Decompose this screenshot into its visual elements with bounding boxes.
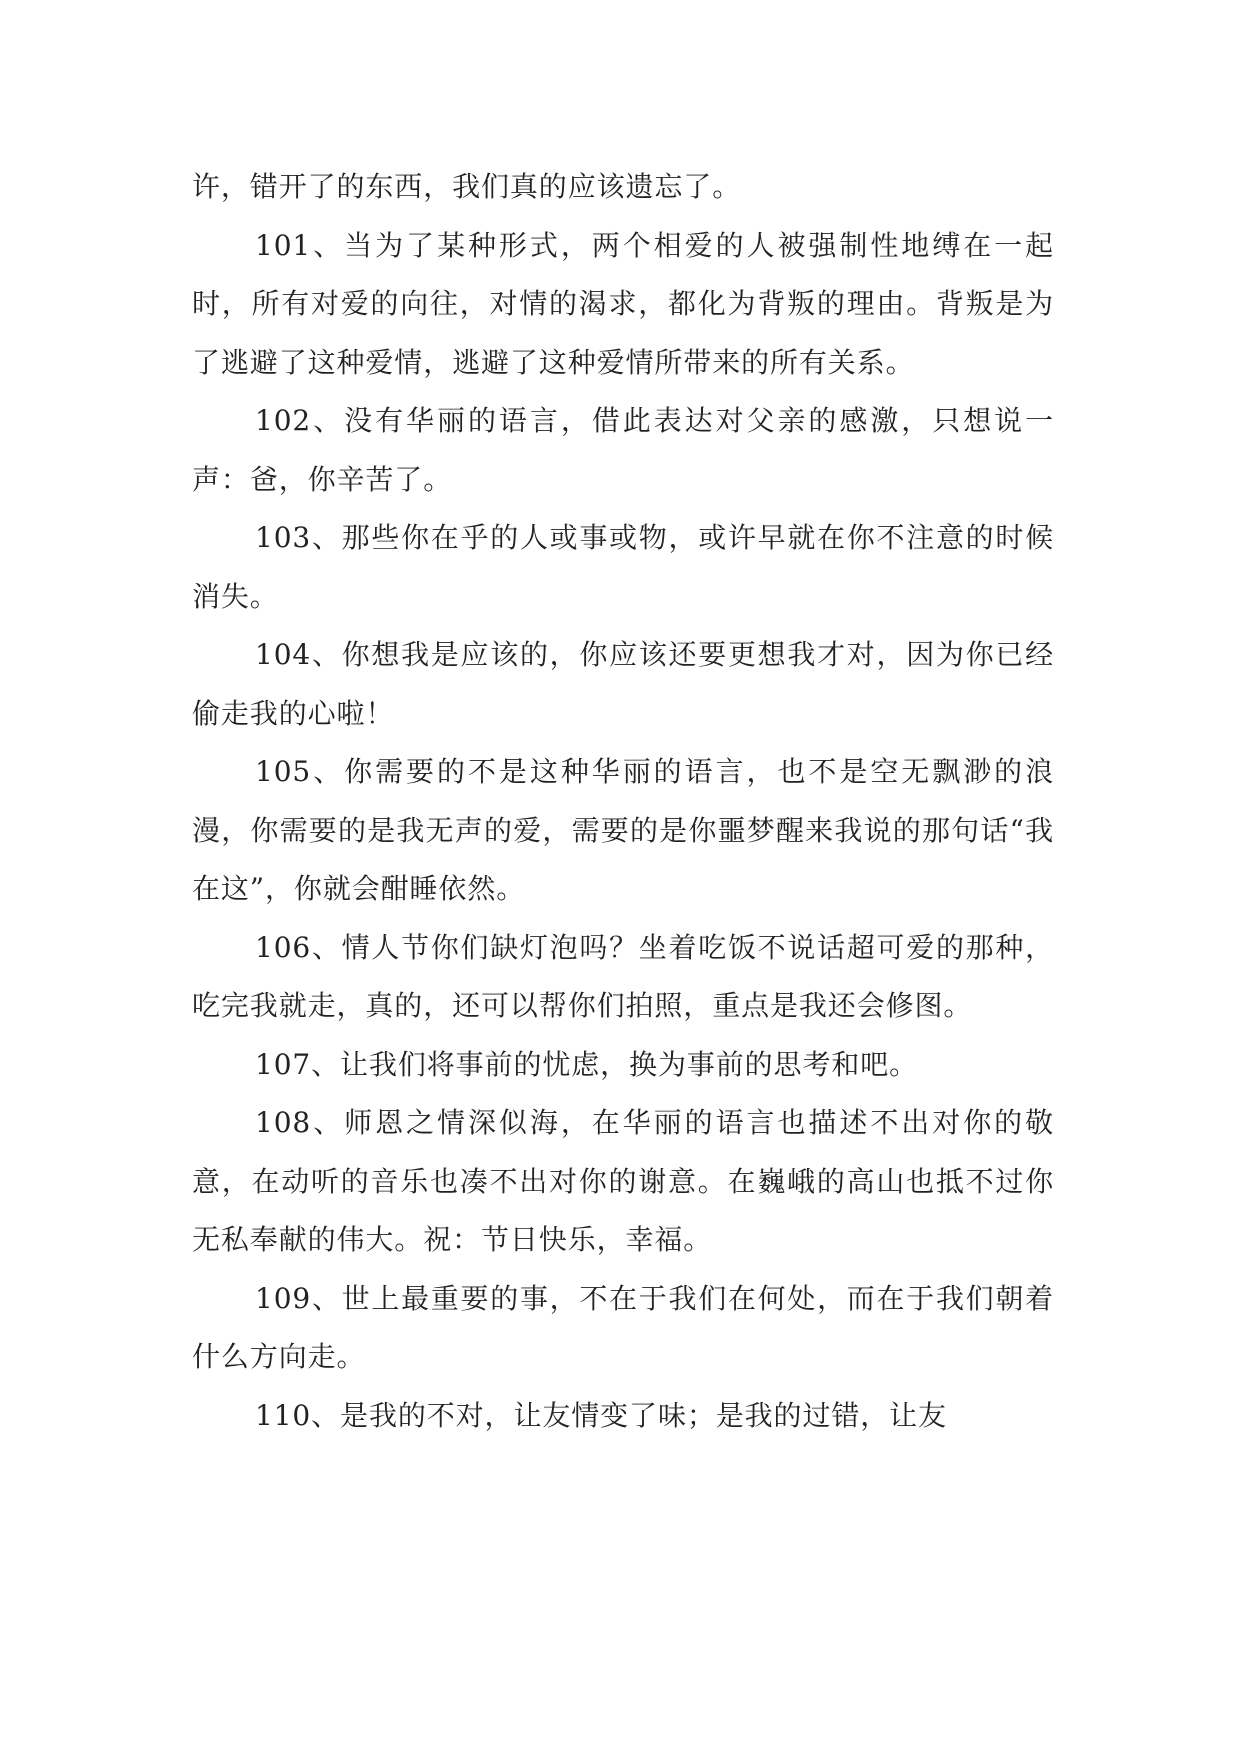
paragraph-110-start: 110、是我的不对，让友情变了味；是我的过错，让友 bbox=[255, 1398, 947, 1432]
paragraph-108: 108、师恩之情深似海，在华丽的语言也描述不出对你的敬意，在动听的音乐也凑不出对你的谢意。在巍峨的高山也抵不过你无私奉献的伟大。祝：节日快乐，幸福。 bbox=[192, 1106, 1054, 1256]
paragraph-106: 106、情人节你们缺灯泡吗？坐着吃饭不说话超可爱的那种，吃完我就走，真的，还可以帮你们拍照，重点是我还会修图。 bbox=[192, 930, 1054, 1022]
paragraph-104: 104、你想我是应该的，你应该还要更想我才对，因为你已经偷走我的心啦！ bbox=[192, 638, 1054, 730]
paragraph-100-continuation: 许，错开了的东西，我们真的应该遗忘了。 bbox=[192, 170, 742, 203]
document-page bbox=[192, 158, 1054, 1445]
paragraph-102: 102、没有华丽的语言，借此表达对父亲的感激，只想说一声：爸，你辛苦了。 bbox=[192, 404, 1054, 496]
paragraph-107: 107、让我们将事前的忧虑，换为事前的思考和吧。 bbox=[255, 1047, 919, 1081]
paragraph-103: 103、那些你在乎的人或事或物，或许早就在你不注意的时候消失。 bbox=[192, 521, 1054, 613]
paragraph-109: 109、世上最重要的事，不在于我们在何处，而在于我们朝着什么方向走。 bbox=[192, 1281, 1054, 1373]
paragraph-105: 105、你需要的不是这种华丽的语言，也不是空无飘渺的浪漫，你需要的是我无声的爱，需要的是你噩梦醒来我说的那句话“我在这”，你就会酣睡依然。 bbox=[192, 755, 1054, 905]
paragraph-101: 101、当为了某种形式，两个相爱的人被强制性地缚在一起时，所有对爱的向往，对情的渴求，都化为背叛的理由。背叛是为了逃避了这种爱情，逃避了这种爱情所带来的所有关系。 bbox=[192, 228, 1054, 379]
